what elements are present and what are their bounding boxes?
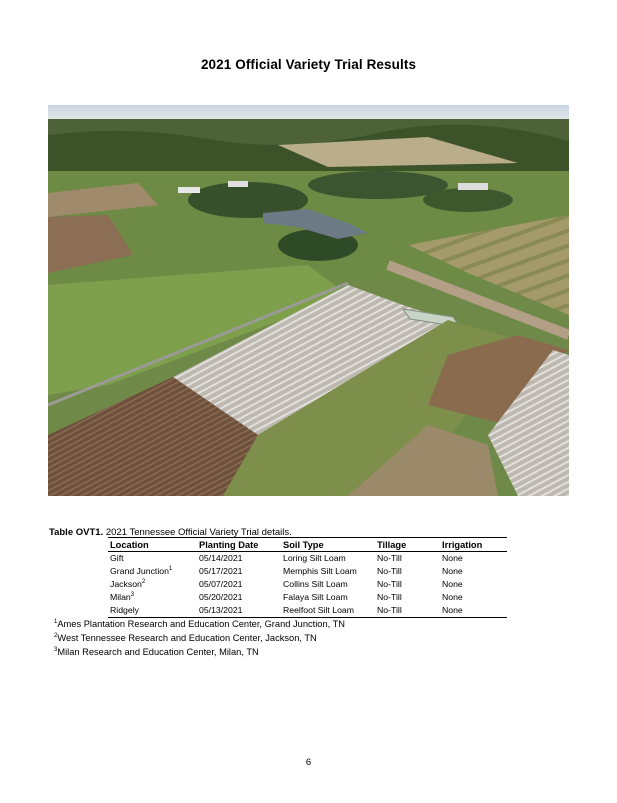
cell-location-text: Grand Junction (110, 566, 169, 576)
cell-soil-type-text: Collins Silt Loam (283, 579, 348, 589)
footnote-text: West Tennessee Research and Education Center, Jackson, TN (57, 633, 317, 643)
cell-location (108, 604, 197, 618)
footnote-marker: 3 (54, 646, 58, 653)
cell-tillage-text: No-Till (377, 605, 402, 615)
cell-soil-type (281, 604, 375, 618)
table-row (108, 591, 507, 604)
cell-soil-type-text: Reelfoot Silt Loam (283, 605, 354, 615)
footnotes (54, 617, 345, 659)
cell-planting-date-text: 05/17/2021 (199, 566, 243, 576)
cell-irrigation (440, 565, 507, 578)
cell-tillage (375, 591, 440, 604)
column-header-soil-type: Soil Type (281, 538, 375, 552)
footnote-marker: 2 (141, 579, 146, 586)
cell-tillage-text: No-Till (377, 553, 402, 563)
cell-location (108, 578, 197, 591)
cell-location (108, 591, 197, 604)
cell-planting-date (197, 604, 281, 618)
table-row (108, 565, 507, 578)
cell-irrigation (440, 552, 507, 566)
page-title: 2021 Official Variety Trial Results (200, 57, 417, 72)
cell-soil-type (281, 591, 375, 604)
cell-soil-type (281, 552, 375, 566)
cell-soil-type-text: Loring Silt Loam (283, 553, 346, 563)
cell-irrigation-text: None (442, 579, 463, 589)
footnote-marker: 3 (130, 592, 135, 599)
cell-location-text: Milan (110, 592, 131, 602)
footnote (54, 631, 345, 645)
cell-irrigation-text: None (442, 592, 463, 602)
cell-planting-date-text: 05/07/2021 (199, 579, 243, 589)
cell-tillage (375, 604, 440, 618)
cell-tillage (375, 578, 440, 591)
page-number: 6 (305, 757, 312, 768)
column-header-irrigation: Irrigation (440, 538, 507, 552)
table-row (108, 604, 507, 618)
cell-tillage-text: No-Till (377, 566, 402, 576)
footnote-text: Ames Plantation Research and Education Center, Grand Junction, TN (57, 619, 346, 629)
cell-soil-type (281, 565, 375, 578)
cell-planting-date (197, 591, 281, 604)
cell-irrigation (440, 604, 507, 618)
table-row (108, 578, 507, 591)
footnote-marker: 2 (54, 632, 58, 639)
cell-location (108, 552, 197, 566)
cell-soil-type-text: Memphis Silt Loam (283, 566, 357, 576)
cell-location-text: Jackson (110, 579, 142, 589)
cell-irrigation-text: None (442, 605, 463, 615)
cell-tillage-text: No-Till (377, 592, 402, 602)
cell-tillage (375, 552, 440, 566)
footnote-marker: 1 (54, 618, 58, 625)
footnote-marker: 1 (168, 566, 173, 573)
column-header-tillage: Tillage (375, 538, 440, 552)
aerial-farm-photo (48, 105, 569, 496)
cell-tillage-text: No-Till (377, 579, 402, 589)
cell-irrigation (440, 591, 507, 604)
cell-soil-type-text: Falaya Silt Loam (283, 592, 348, 602)
footnote (54, 645, 345, 659)
table-row (108, 552, 507, 566)
cell-irrigation-text: None (442, 566, 463, 576)
cell-tillage (375, 565, 440, 578)
cell-irrigation-text: None (442, 553, 463, 563)
footnote-text: Milan Research and Education Center, Milan, TN (57, 647, 259, 657)
cell-irrigation (440, 578, 507, 591)
variety-trial-table (108, 537, 507, 618)
footnote (54, 617, 345, 631)
table-header-row (108, 538, 507, 552)
cell-planting-date (197, 565, 281, 578)
cell-location-text: Gift (110, 553, 124, 563)
table-caption-label: Table OVT1. (49, 527, 104, 538)
cell-planting-date (197, 578, 281, 591)
cell-location (108, 565, 197, 578)
cell-planting-date-text: 05/13/2021 (199, 605, 243, 615)
column-header-planting-date: Planting Date (197, 538, 281, 552)
cell-planting-date (197, 552, 281, 566)
cell-planting-date-text: 05/14/2021 (199, 553, 243, 563)
cell-location-text: Ridgely (110, 605, 139, 615)
table-caption-text: 2021 Tennessee Official Variety Trial details. (103, 527, 292, 538)
cell-soil-type (281, 578, 375, 591)
cell-planting-date-text: 05/20/2021 (199, 592, 243, 602)
column-header-location: Location (108, 538, 197, 552)
